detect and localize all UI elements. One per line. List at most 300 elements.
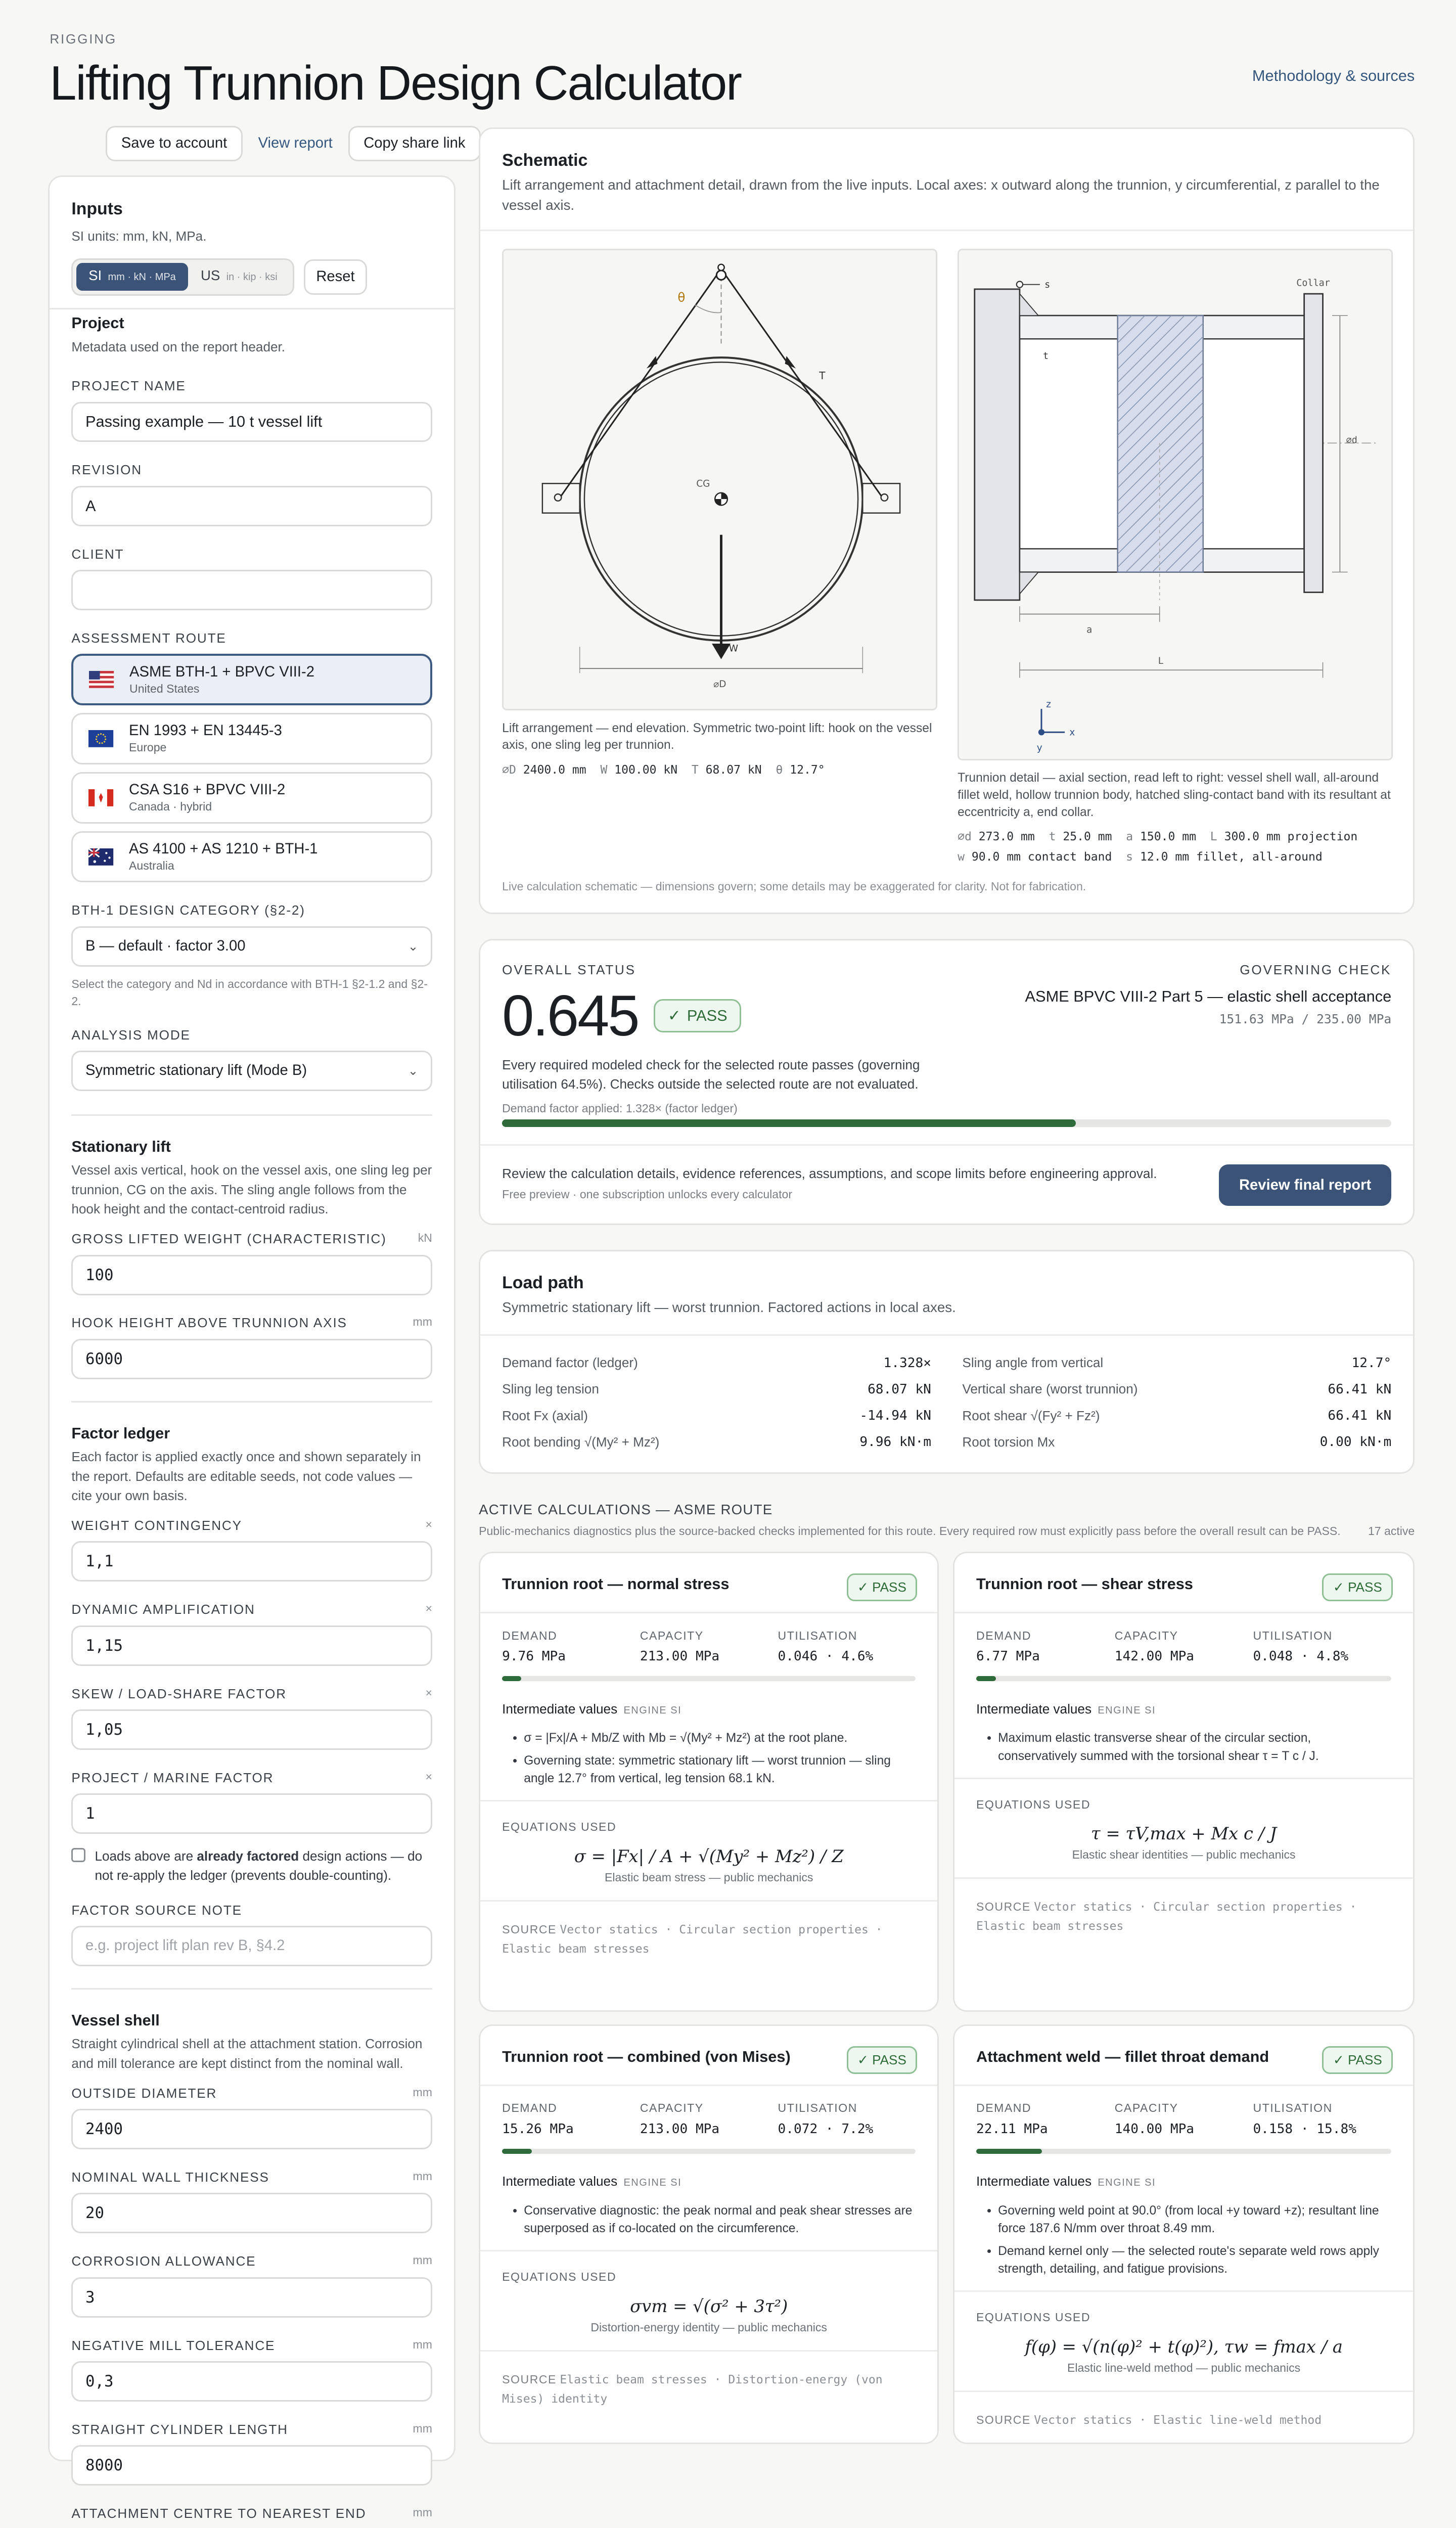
- wall-thickness-label: t: [1043, 351, 1049, 362]
- calculation-card: [479, 2024, 939, 2444]
- engine-tag: ENGINE SI: [1098, 1704, 1156, 1716]
- demand-label: DEMAND: [976, 1629, 1032, 1642]
- unit-us-label: US: [200, 267, 220, 284]
- intermediate-value-item: • σ = |Fx|/A + Mb/Z with Mb = √(My² + Mz²) at the root plane.: [524, 1729, 916, 1747]
- equations-label: EQUATIONS USED: [502, 2270, 617, 2284]
- calculation-pass-badge: [847, 1573, 918, 1601]
- calculation-metrics: [976, 2101, 1391, 2136]
- source-label: SOURCE: [502, 1922, 557, 1936]
- intermediate-values-list: [502, 2202, 916, 2238]
- utilisation-bar-fill: [502, 2149, 532, 2153]
- save-to-account-button[interactable]: Save to account: [106, 126, 243, 161]
- calculation-metrics: [502, 2101, 916, 2136]
- already-factored-checkbox-row[interactable]: [71, 1846, 432, 1885]
- unit-label: kN: [418, 1231, 432, 1245]
- load-path-label: Demand factor (ledger): [502, 1355, 638, 1371]
- cg-label: CG: [696, 478, 710, 489]
- shell-field-label-text: NEGATIVE MILL TOLERANCE: [71, 2337, 276, 2353]
- route-name: AS 4100 + AS 1210 + BTH-1: [129, 841, 318, 857]
- utilisation-bar-fill: [502, 1676, 521, 1681]
- calculation-card: [953, 2024, 1415, 2444]
- lift-arrangement-drawing: [502, 249, 937, 710]
- axes-icon: [1037, 699, 1075, 753]
- load-path-row: [502, 1429, 931, 1455]
- load-path-label: Vertical share (worst trunnion): [962, 1381, 1138, 1397]
- project-section-desc: Metadata used on the report header.: [71, 339, 286, 354]
- hook-height-label-text: HOOK HEIGHT ABOVE TRUNNION AXIS: [71, 1315, 347, 1331]
- dim-key: a: [1126, 830, 1133, 843]
- check-icon: ✓: [1333, 2052, 1348, 2067]
- intermediate-values-heading: [976, 2174, 1391, 2189]
- dim-value: 273.0 mm: [978, 830, 1035, 843]
- shell-field-label: [71, 2422, 432, 2437]
- lift-dimensions: [502, 760, 937, 781]
- equation-note: Elastic shear identities — public mechanics: [1072, 1848, 1296, 1862]
- source-label: SOURCE: [976, 2413, 1031, 2426]
- calculation-pass-text: PASS: [872, 2052, 906, 2067]
- shell-field-label: [71, 2170, 432, 2185]
- page-title: Lifting Trunnion Design Calculator: [50, 56, 742, 110]
- demand-value: 6.77 MPa: [976, 1648, 1040, 1664]
- y-axis-label: y: [1036, 743, 1042, 754]
- source-text: Vector statics · Circular section properties · Elastic beam stresses: [976, 1901, 1357, 1933]
- dim-value: 25.0 mm: [1063, 830, 1112, 843]
- factor-label: [71, 1602, 432, 1617]
- equation-note: Elastic line-weld method — public mechanics: [1067, 2361, 1301, 2375]
- dim-value: 300.0 mm projection: [1224, 830, 1358, 843]
- intermediate-values-label: Intermediate values: [976, 2174, 1092, 2189]
- project-section-title: Project: [71, 314, 124, 332]
- factor-label-text: PROJECT / MARINE FACTOR: [71, 1770, 274, 1785]
- checkbox-text-pre: Loads above are: [95, 1848, 197, 1864]
- equation: τ = τV,max + Mx c / J: [1090, 1824, 1277, 1844]
- intermediate-value-item: • Maximum elastic transverse shear of the circular section, conservatively summed with the torsional shear τ = T c / J.: [998, 1729, 1391, 1765]
- overall-pass-text: PASS: [687, 1007, 727, 1025]
- route-option-asme[interactable]: [71, 654, 432, 705]
- capacity-label: CAPACITY: [640, 2101, 704, 2115]
- utilisation-bar: [502, 1676, 916, 1681]
- calculation-pass-badge: [1322, 1573, 1393, 1601]
- shell-field-label-text: CORROSION ALLOWANCE: [71, 2253, 256, 2269]
- calculation-title: Trunnion root — shear stress: [976, 1574, 1193, 1593]
- dim-value: 68.07 kN: [705, 763, 762, 777]
- load-path-label: Root shear √(Fy² + Fz²): [962, 1408, 1100, 1423]
- length-label: L: [1158, 655, 1164, 666]
- factor-input[interactable]: 1,1: [71, 1541, 432, 1582]
- factor-label-text: SKEW / LOAD-SHARE FACTOR: [71, 1686, 287, 1701]
- detail-dims-row: [958, 827, 1408, 847]
- copy-share-link-button[interactable]: Copy share link: [348, 126, 481, 161]
- check-icon: ✓: [667, 1007, 681, 1025]
- capacity-value: 140.00 MPa: [1114, 2121, 1195, 2137]
- dim-key: ⌀d: [958, 830, 972, 843]
- unit-us-option[interactable]: [188, 263, 290, 291]
- demand-value: 22.11 MPa: [976, 2121, 1048, 2137]
- trunnion-detail-drawing: [958, 249, 1393, 760]
- intermediate-values-heading: [502, 2174, 916, 2189]
- overall-pass-badge: [654, 999, 741, 1033]
- unit-label: mm: [413, 2337, 432, 2351]
- design-category-label: BTH-1 DESIGN CATEGORY (§2-2): [71, 902, 305, 918]
- already-factored-text: [95, 1846, 432, 1885]
- equation: σvm = √(σ² + 3τ²): [630, 2296, 788, 2316]
- engine-tag: ENGINE SI: [623, 1704, 682, 1716]
- utilisation-label: UTILISATION: [1253, 1629, 1333, 1642]
- calculation-card: [479, 1552, 939, 2012]
- x-axis-label: x: [1069, 727, 1075, 738]
- demand-value: 15.26 MPa: [502, 2121, 574, 2137]
- equation: f(φ) = √(n(φ)² + t(φ)²), τw = fmax / a: [1025, 2336, 1343, 2357]
- factor-list: [71, 1518, 432, 1834]
- source-label: SOURCE: [976, 1900, 1031, 1914]
- au-flag-icon: [88, 848, 113, 866]
- engine-tag: ENGINE SI: [1098, 2177, 1156, 2189]
- source-line: [976, 1898, 1391, 1936]
- dim-key: w: [958, 850, 965, 864]
- calculation-title: Attachment weld — fillet throat demand: [976, 2047, 1269, 2065]
- dim-value: 12.0 mm fillet, all-around: [1140, 850, 1323, 864]
- shell-field-label-text: NOMINAL WALL THICKNESS: [71, 2169, 269, 2185]
- project-name-input[interactable]: Passing example — 10 t vessel lift: [71, 402, 432, 442]
- unit-si-option[interactable]: [76, 263, 189, 291]
- calculation-pass-text: PASS: [1348, 1579, 1382, 1595]
- view-report-link[interactable]: View report: [258, 135, 333, 152]
- intermediate-values-heading: [502, 1701, 916, 1717]
- preview-text: Free preview · one subscription unlocks every calculator: [502, 1188, 793, 1201]
- checkbox-text-post: design actions — do not re-apply the ledger (prevents double-counting).: [95, 1848, 423, 1883]
- unit-label: ×: [425, 1686, 432, 1699]
- calculation-pass-badge: [1322, 2046, 1393, 2074]
- lift-caption: Lift arrangement — end elevation. Symmetric two-point lift: hook on the vessel axis, one sling leg per trunnion.: [502, 721, 932, 752]
- load-path-row: [962, 1429, 1391, 1455]
- capacity-value: 213.00 MPa: [640, 1648, 720, 1664]
- calculation-card: [953, 1552, 1415, 2012]
- demand-factor-note: Demand factor applied: 1.328× (factor ledger): [502, 1102, 738, 1115]
- equations-label: EQUATIONS USED: [976, 2311, 1091, 2324]
- check-icon: ✓: [1333, 1579, 1348, 1595]
- dim-key: t: [1049, 830, 1056, 843]
- equation-note: Elastic beam stress — public mechanics: [604, 1870, 813, 1884]
- utilisation-label: UTILISATION: [1253, 2101, 1333, 2115]
- lift-arrangement-svg: [504, 250, 939, 712]
- engine-tag: ENGINE SI: [623, 2177, 682, 2189]
- od-label: ⌀D: [713, 679, 726, 690]
- review-text: Review the calculation details, evidence references, assumptions, and scope limits before engineering approval.: [502, 1166, 1157, 1182]
- load-path-row: [502, 1350, 931, 1376]
- shell-field-label: [71, 2506, 432, 2521]
- active-calculations-header: [479, 1502, 1415, 1538]
- load-path-value: 0.00 kN·m: [1320, 1434, 1392, 1450]
- route-name: ASME BTH-1 + BPVC VIII-2: [129, 663, 314, 680]
- methodology-link[interactable]: Methodology & sources: [1252, 67, 1415, 85]
- capacity-value: 213.00 MPa: [640, 2121, 720, 2137]
- intermediate-values-label: Intermediate values: [502, 1701, 618, 1717]
- status-summary: Every required modeled check for the selected route passes (governing utilisation 64.5%). Checks outside the selected route are not evaluated.: [502, 1057, 920, 1092]
- category-eyebrow: RIGGING: [50, 31, 117, 47]
- factor-label-text: DYNAMIC AMPLIFICATION: [71, 1602, 255, 1617]
- client-label: CLIENT: [71, 546, 124, 562]
- intermediate-values-list: [502, 1729, 916, 1787]
- unit-label: mm: [413, 2169, 432, 2183]
- shell-field-input[interactable]: 0,3: [71, 2361, 432, 2402]
- unit-toggle-row: [71, 258, 432, 296]
- shell-field-input[interactable]: 3: [71, 2277, 432, 2318]
- source-line: [502, 1920, 916, 1959]
- stationary-lift-desc: Vessel axis vertical, hook on the vessel axis, one sling leg per trunnion, CG on the axis. The sling angle follows from the hook height and the contact-centroid radius.: [71, 1162, 432, 1217]
- inputs-subtitle: SI units: mm, kN, MPa.: [71, 228, 207, 244]
- stationary-lift-title: Stationary lift: [71, 1138, 171, 1156]
- od-label: ⌀d: [1346, 435, 1357, 446]
- load-path-label: Root bending √(My² + Mz²): [502, 1434, 660, 1450]
- project-name-label: PROJECT NAME: [71, 378, 186, 394]
- unit-label: mm: [413, 2506, 432, 2519]
- schematic-title: Schematic: [502, 151, 588, 170]
- hook-height-input[interactable]: 6000: [71, 1339, 432, 1379]
- utilisation-value: 0.072 · 7.2%: [778, 2121, 874, 2137]
- inputs-title: Inputs: [71, 199, 123, 218]
- hook-height-label: [71, 1315, 432, 1331]
- shell-field-input[interactable]: 2400: [71, 2109, 432, 2149]
- calculation-title: Trunnion root — combined (von Mises): [502, 2047, 791, 2065]
- analysis-mode-label: ANALYSIS MODE: [71, 1027, 191, 1043]
- design-category-note: Select the category and Nd in accordance with BTH-1 §2-1.2 and §2-2.: [71, 977, 428, 1008]
- shell-field-label-text: STRAIGHT CYLINDER LENGTH: [71, 2421, 288, 2437]
- demand-label: DEMAND: [502, 2101, 558, 2115]
- utilisation-bar: [976, 2149, 1391, 2153]
- detail-caption: Trunnion detail — axial section, read left to right: vessel shell wall, all-around fillet weld, hollow trunnion body, hatched sling-contact band with its resultant at eccentricity a, end collar.: [958, 771, 1391, 819]
- factor-label: [71, 1686, 432, 1702]
- equation: σ = |Fx| / A + √(My² + Mz²) / Z: [574, 1846, 844, 1866]
- calculation-pass-text: PASS: [1348, 2052, 1382, 2067]
- load-path-label: Root Fx (axial): [502, 1408, 588, 1423]
- route-region: Europe: [129, 741, 167, 754]
- client-input[interactable]: [71, 570, 432, 610]
- schematic-desc: Lift arrangement and attachment detail, drawn from the live inputs. Local axes: x outward along the trunnion, y circumferential, z parallel to the vessel axis.: [502, 177, 1380, 213]
- route-option-csa[interactable]: [71, 772, 432, 823]
- eu-flag-icon: [88, 730, 113, 747]
- source-text: Vector statics · Elastic line-weld method: [1034, 2413, 1322, 2427]
- gross-weight-label-text: GROSS LIFTED WEIGHT (CHARACTERISTIC): [71, 1231, 387, 1247]
- route-region: Australia: [129, 859, 174, 873]
- detail-dimensions: [958, 827, 1408, 868]
- demand-label: DEMAND: [976, 2101, 1032, 2115]
- revision-input[interactable]: A: [71, 486, 432, 526]
- load-path-value: -14.94 kN: [859, 1408, 931, 1424]
- dim-value: 150.0 mm: [1140, 830, 1197, 843]
- intermediate-value-item: • Demand kernel only — the selected route's separate weld rows apply strength, detailing, and fatigue provisions.: [998, 2242, 1391, 2278]
- source-text: Vector statics · Circular section properties · Elastic beam stresses: [502, 1923, 883, 1956]
- intermediate-values-label: Intermediate values: [502, 2174, 618, 2189]
- utilisation-bar-fill: [976, 2149, 1042, 2153]
- intermediate-value-item: • Conservative diagnostic: the peak normal and peak shear stresses are superposed as if co-located on the circumference.: [524, 2202, 916, 2238]
- utilisation-bar: [976, 1676, 1391, 1681]
- chevron-down-icon: ⌄: [407, 939, 419, 954]
- checkbox-text-bold: already factored: [197, 1848, 299, 1864]
- review-final-report-button[interactable]: Review final report: [1219, 1164, 1391, 1206]
- dim-value: 90.0 mm contact band: [971, 850, 1112, 864]
- dim-value: 2400.0 mm: [523, 763, 586, 777]
- factor-ledger-desc: Each factor is applied exactly once and shown separately in the report. Defaults are editable seeds, not code values — cite your own basis.: [71, 1449, 421, 1504]
- shell-field-input[interactable]: 8000: [71, 2445, 432, 2486]
- source-line: [976, 2411, 1391, 2430]
- shell-list: [71, 2086, 432, 2528]
- revision-label: REVISION: [71, 462, 142, 478]
- utilisation-value: 0.048 · 4.8%: [1253, 1648, 1349, 1664]
- vessel-shell-title: Vessel shell: [71, 2011, 160, 2029]
- unit-label: mm: [413, 2085, 432, 2099]
- assessment-route-label: ASSESSMENT ROUTE: [71, 630, 226, 646]
- route-region: United States: [129, 682, 200, 695]
- equation-note: Distortion-energy identity — public mechanics: [590, 2321, 827, 2334]
- shell-field-label: [71, 2338, 432, 2354]
- equations-label: EQUATIONS USED: [976, 1797, 1091, 1811]
- overall-status-label: OVERALL STATUS: [502, 962, 636, 978]
- capacity-value: 142.00 MPa: [1114, 1648, 1195, 1664]
- unit-us-detail: in · kip · ksi: [226, 272, 278, 283]
- utilisation-label: UTILISATION: [778, 1629, 857, 1642]
- dim-key: T: [691, 763, 699, 777]
- design-category-select[interactable]: [71, 926, 432, 967]
- gross-weight-label: [71, 1231, 432, 1247]
- factor-source-label: FACTOR SOURCE NOTE: [71, 1902, 242, 1918]
- calculation-title: Trunnion root — normal stress: [502, 1574, 730, 1593]
- shell-field-label-text: ATTACHMENT CENTRE TO NEAREST END: [71, 2506, 367, 2521]
- load-path-right-column: [962, 1350, 1391, 1456]
- utilisation-label: UTILISATION: [778, 2101, 857, 2115]
- shell-field-label: [71, 2086, 432, 2101]
- unit-label: ×: [425, 1518, 432, 1531]
- overall-utilisation-bar: [502, 1119, 1391, 1127]
- dim-value: 12.7°: [790, 763, 825, 777]
- ca-flag-icon: [88, 789, 113, 806]
- intermediate-values-list: [976, 2202, 1391, 2278]
- equations-label: EQUATIONS USED: [502, 1820, 617, 1834]
- governing-check-label: GOVERNING CHECK: [1240, 962, 1392, 978]
- unit-label: mm: [413, 2421, 432, 2435]
- active-calculations-title: ACTIVE CALCULATIONS — ASME ROUTE: [479, 1502, 773, 1518]
- shell-field-input[interactable]: 20: [71, 2193, 432, 2233]
- calculation-metrics: [976, 1629, 1391, 1664]
- load-path-card: [479, 1250, 1415, 1474]
- load-path-value: 9.96 kN·m: [859, 1434, 931, 1450]
- intermediate-value-item: • Governing weld point at 90.0° (from local +y toward +z); resultant line force 187.6 N/mm over throat 8.49 mm.: [998, 2202, 1391, 2238]
- load-path-value: 68.07 kN: [868, 1381, 931, 1397]
- unit-label: ×: [425, 1602, 432, 1615]
- load-path-label: Sling angle from vertical: [962, 1355, 1104, 1371]
- weight-label: W: [729, 643, 739, 654]
- chevron-down-icon: ⌄: [407, 1064, 419, 1078]
- dim-key: ⌀D: [502, 763, 516, 777]
- analysis-mode-select[interactable]: [71, 1051, 432, 1091]
- load-path-label: Sling leg tension: [502, 1381, 599, 1397]
- active-calculations-desc: Public-mechanics diagnostics plus the source-backed checks implemented for this route. Every required row must explicitly pass before the overall result can be PASS.: [479, 1524, 1341, 1538]
- source-label: SOURCE: [502, 2372, 557, 2386]
- unit-label: mm: [413, 2253, 432, 2267]
- vessel-shell-desc: Straight cylindrical shell at the attachment station. Corrosion and mill tolerance are kept distinct from the nominal wall.: [71, 2036, 423, 2071]
- factor-label: [71, 1518, 432, 1533]
- factor-label: [71, 1770, 432, 1786]
- route-option-en[interactable]: [71, 713, 432, 764]
- eccentricity-label: a: [1086, 624, 1093, 636]
- route-option-as[interactable]: [71, 831, 432, 882]
- intermediate-value-item: • Governing state: symmetric stationary lift — worst trunnion — sling angle 12.7° from vertical, leg tension 68.1 kN.: [524, 1752, 916, 1788]
- utilisation-bar: [502, 2149, 916, 2153]
- already-factored-checkbox[interactable]: [71, 1848, 85, 1862]
- unit-si-detail: mm · kN · MPa: [108, 272, 176, 283]
- demand-label: DEMAND: [502, 1629, 558, 1642]
- dim-key: W: [600, 763, 608, 777]
- reset-button[interactable]: Reset: [304, 259, 367, 295]
- source-text: Elastic beam stresses · Distortion-energy (von Mises) identity: [502, 2373, 883, 2406]
- source-line: [502, 2370, 916, 2409]
- factor-input[interactable]: 1,05: [71, 1709, 432, 1750]
- route-name: CSA S16 + BPVC VIII-2: [129, 782, 286, 798]
- theta-label: θ: [677, 290, 686, 305]
- factor-label-text: WEIGHT CONTINGENCY: [71, 1518, 242, 1533]
- overall-utilisation-value: 0.645: [502, 983, 639, 1048]
- dim-value: 100.00 kN: [614, 763, 678, 777]
- active-count: 17 active: [1368, 1524, 1415, 1538]
- factor-source-input[interactable]: e.g. project lift plan rev B, §4.2: [71, 1926, 432, 1966]
- load-path-left-column: [502, 1350, 931, 1456]
- factor-ledger-title: Factor ledger: [71, 1424, 170, 1442]
- utilisation-value: 0.158 · 15.8%: [1253, 2121, 1356, 2137]
- demand-value: 9.76 MPa: [502, 1648, 566, 1664]
- utilisation-value: 0.046 · 4.6%: [778, 1648, 874, 1664]
- unit-toggle: [71, 258, 294, 296]
- calculation-metrics: [502, 1629, 916, 1664]
- page-header: [50, 31, 1415, 111]
- z-axis-label: z: [1046, 699, 1051, 710]
- design-category-value: B — default · factor 3.00: [85, 938, 246, 955]
- capacity-label: CAPACITY: [1114, 2101, 1178, 2115]
- detail-dims-row: [958, 847, 1408, 868]
- utilisation-bar-fill: [976, 1676, 996, 1681]
- load-path-value: 66.41 kN: [1328, 1408, 1392, 1424]
- collar-label: Collar: [1296, 278, 1330, 289]
- factor-input[interactable]: 1: [71, 1793, 432, 1834]
- load-path-row: [962, 1376, 1391, 1403]
- dim-key: s: [1126, 850, 1133, 864]
- dim-key: L: [1210, 830, 1217, 843]
- overall-utilisation-fill: [502, 1119, 1076, 1127]
- load-path-desc: Symmetric stationary lift — worst trunnion. Factored actions in local axes.: [502, 1299, 956, 1315]
- load-path-row: [962, 1350, 1391, 1376]
- us-flag-icon: [89, 671, 114, 688]
- load-path-row: [502, 1376, 931, 1403]
- analysis-mode-value: Symmetric stationary lift (Mode B): [85, 1062, 307, 1079]
- load-path-label: Root torsion Mx: [962, 1434, 1055, 1450]
- tension-label: T: [819, 370, 826, 382]
- unit-label: mm: [413, 1315, 432, 1329]
- load-path-row: [502, 1403, 931, 1429]
- unit-si-label: SI: [88, 267, 102, 284]
- check-icon: ✓: [857, 1579, 873, 1595]
- shell-field-label: [71, 2253, 432, 2269]
- load-path-title: Load path: [502, 1273, 584, 1293]
- capacity-label: CAPACITY: [1114, 1629, 1178, 1642]
- governing-check-value: 151.63 MPa / 235.00 MPa: [1219, 1012, 1392, 1027]
- overall-status-card: [479, 939, 1415, 1225]
- schematic-footer: Live calculation schematic — dimensions govern; some details may be exaggerated for clarity. Not for fabrication.: [502, 880, 1086, 893]
- gross-weight-input[interactable]: 100: [71, 1255, 432, 1295]
- factor-input[interactable]: 1,15: [71, 1626, 432, 1666]
- route-name: EN 1993 + EN 13445-3: [129, 723, 282, 739]
- load-path-value: 12.7°: [1351, 1355, 1392, 1371]
- inputs-panel: [48, 175, 456, 2521]
- trunnion-detail-svg: [959, 250, 1394, 762]
- load-path-row: [962, 1403, 1391, 1429]
